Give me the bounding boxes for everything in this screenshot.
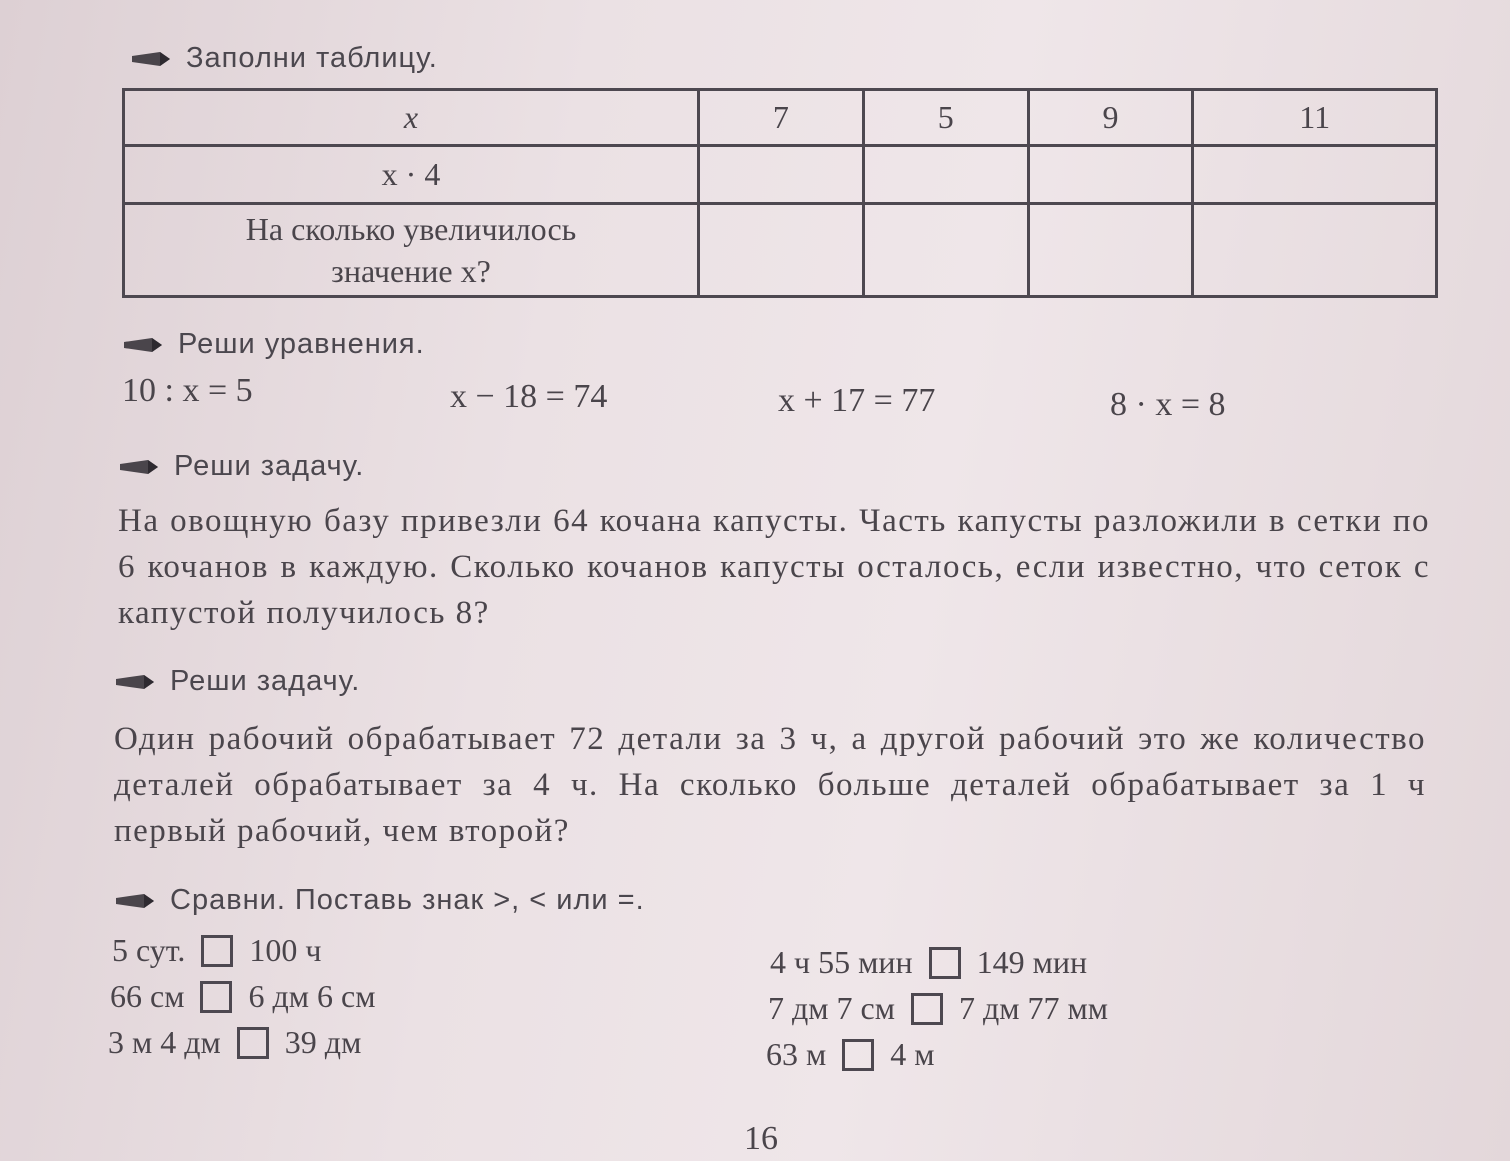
task5-title-text: Сравни. Поставь знак >, < или =. bbox=[170, 884, 645, 916]
row-x4-label: x · 4 bbox=[124, 146, 699, 204]
empty-cell[interactable] bbox=[863, 204, 1028, 297]
empty-cell[interactable] bbox=[699, 204, 864, 297]
pencil-icon bbox=[118, 456, 160, 478]
task3-text: На овощную базу привезли 64 кочана капусты. Часть капусты разложили в сетки по 6 кочанов в каждую. Сколько кочанов капусты осталось, если известно, что сеток с капустой получилось 8? bbox=[118, 503, 1430, 631]
compare-item: 66 см 6 дм 6 см bbox=[110, 978, 376, 1014]
compare-item: 7 дм 7 см 7 дм 77 мм bbox=[768, 990, 1109, 1026]
task2-title-text: Реши уравнения. bbox=[178, 328, 425, 360]
pencil-icon bbox=[114, 671, 156, 693]
row-x-label: x bbox=[124, 90, 699, 146]
equation: x − 18 = 74 bbox=[450, 378, 608, 415]
pencil-icon bbox=[130, 48, 172, 70]
pencil-icon bbox=[114, 890, 156, 912]
equations-row bbox=[122, 372, 1322, 422]
compare-item: 4 ч 55 мин 149 мин bbox=[770, 944, 1088, 980]
task4-title-text: Реши задачу. bbox=[170, 665, 361, 697]
task1-title bbox=[130, 42, 438, 75]
compare-item: 63 м 4 м bbox=[766, 1036, 935, 1072]
task4-text: Один рабочий обрабатывает 72 детали за 3 ч, а другой рабочий это же количество деталей обрабатывает за 4 ч. На сколько больше деталей обрабатывает за 1 ч первый рабочий, чем второй? bbox=[114, 721, 1426, 849]
empty-cell[interactable] bbox=[1193, 146, 1437, 204]
compare-item: 5 сут. 100 ч bbox=[112, 932, 322, 968]
answer-box[interactable] bbox=[200, 981, 232, 1013]
task3-title bbox=[118, 450, 364, 483]
task3-title-text: Реши задачу. bbox=[174, 450, 365, 482]
answer-box[interactable] bbox=[842, 1039, 874, 1071]
answer-box[interactable] bbox=[201, 935, 233, 967]
page-number: 16 bbox=[744, 1120, 778, 1157]
task4-title bbox=[114, 665, 360, 698]
empty-cell[interactable] bbox=[1193, 204, 1437, 297]
compare-item: 3 м 4 дм 39 дм bbox=[108, 1024, 362, 1060]
row-increase-label: На сколько увеличилось значение x? bbox=[124, 204, 699, 297]
answer-box[interactable] bbox=[911, 993, 943, 1025]
empty-cell[interactable] bbox=[1028, 204, 1193, 297]
empty-cell[interactable] bbox=[699, 146, 864, 204]
x-value-cell: 7 bbox=[699, 90, 864, 146]
answer-box[interactable] bbox=[929, 947, 961, 979]
task5-title bbox=[114, 884, 645, 917]
equation: 10 : x = 5 bbox=[122, 372, 253, 409]
answer-box[interactable] bbox=[237, 1027, 269, 1059]
equation: 8 · x = 8 bbox=[1110, 386, 1226, 423]
pencil-icon bbox=[122, 334, 164, 356]
x-value-cell: 9 bbox=[1028, 90, 1193, 146]
empty-cell[interactable] bbox=[863, 146, 1028, 204]
x-value-cell: 11 bbox=[1193, 90, 1437, 146]
x-value-cell: 5 bbox=[863, 90, 1028, 146]
task2-title bbox=[122, 328, 425, 361]
equation: x + 17 = 77 bbox=[778, 382, 936, 419]
empty-cell[interactable] bbox=[1028, 146, 1193, 204]
task1-title-text: Заполни таблицу. bbox=[186, 42, 438, 74]
fill-table bbox=[122, 88, 1438, 298]
